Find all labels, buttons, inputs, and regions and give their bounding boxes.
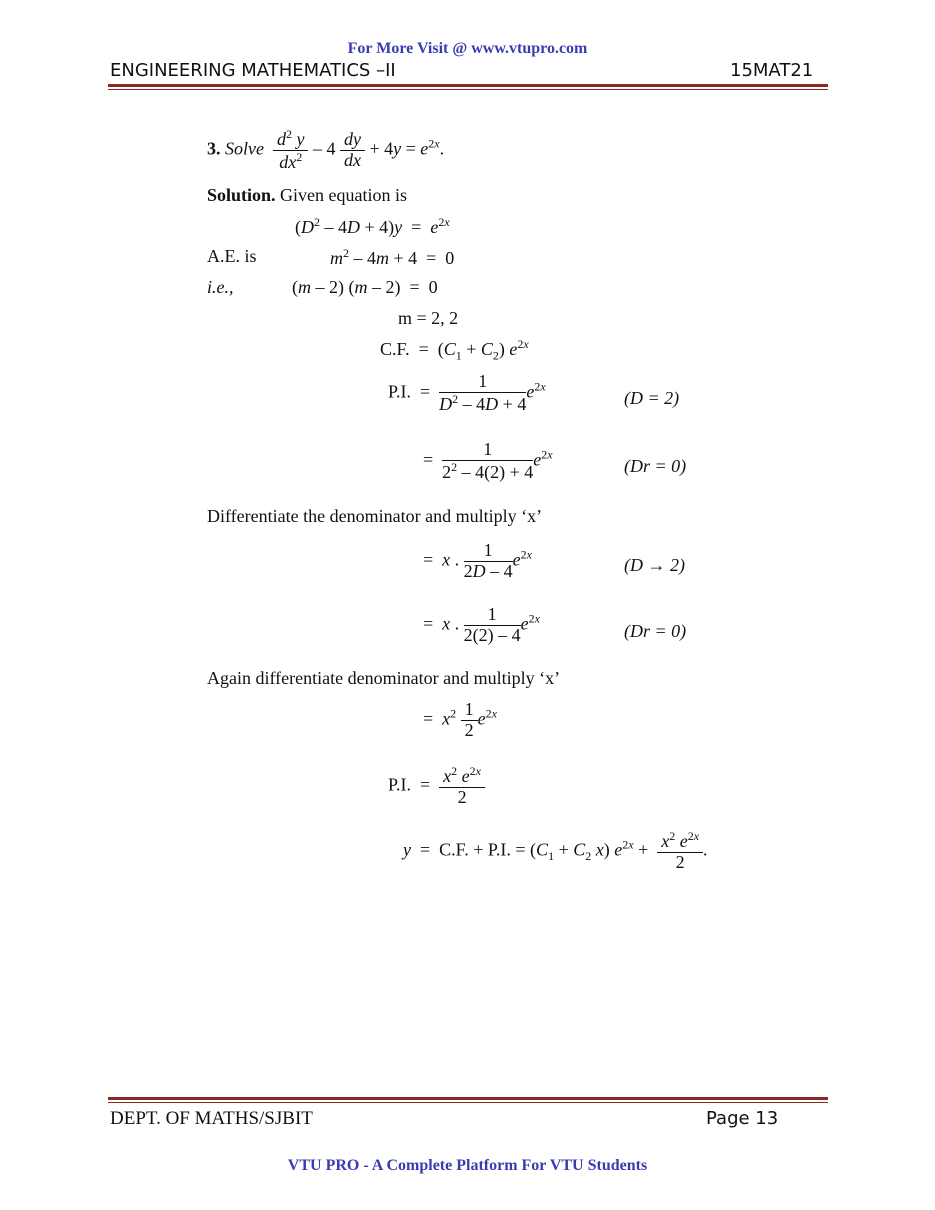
pi-step-5: = $x^2$ $\frac{1}{2}$ $e^{2x}$ (423, 699, 497, 740)
auxiliary-equation: $m^2 - 4m + 4 = 0$ (330, 246, 455, 268)
footer-page-number: Page 13 (706, 1108, 779, 1129)
factored-equation: (m – 2) (m – 2) = 0 (292, 277, 438, 297)
pi-step-4: = x . $\frac{1}{2(2) - 4}$ $e^{2x}$ (423, 604, 540, 645)
differentiate-note-2: Again differentiate denominator and multiply ‘x’ (207, 668, 561, 688)
header-rule (108, 84, 828, 87)
complementary-function: C.F. = $(C_1 + C_2)$ $e^{2x}$ (380, 337, 529, 363)
pi-step-3: = x . $\frac{1}{2D - 4}$ $e^{2x}$ (423, 540, 532, 581)
bottom-platform-link[interactable]: VTU PRO - A Complete Platform For VTU Students (287, 1157, 648, 1174)
pi-step-1: P.I. = $\frac{1}{D^2 - 4D + 4}$ $e^{2x}$ (388, 371, 546, 414)
pi-step-2: = $\frac{1}{2^2 - 4(2) + 4}$ $e^{2x}$ (423, 439, 553, 482)
header-subject: ENGINEERING MATHEMATICS –II (110, 60, 396, 81)
condition-d-to-2: (D → 2) (624, 555, 685, 575)
problem-statement: 3. Solve $\frac{d^2 y}{dx^2}$ – 4 $\frac{dy}{dx}$ + $4y = e^{2x}$. (207, 127, 445, 172)
top-website-link[interactable]: For More Visit @ www.vtupro.com (347, 40, 588, 57)
solution-intro: Solution. Given equation is (207, 185, 408, 205)
general-solution: y = C.F. + P.I. = ($C_1 + C_2$ x) $e^{2x}$ + $\frac{x^2 e^{2x}}{2}$ . (403, 829, 708, 872)
condition-dr-zero-2: (Dr = 0) (624, 621, 687, 641)
condition-dr-zero-1: (Dr = 0) (624, 456, 687, 476)
footer-rule (108, 1097, 828, 1100)
given-equation: $(D^2 - 4D + 4)y = e^{2x}$ (295, 215, 450, 237)
differentiate-note-1: Differentiate the denominator and multiply ‘x’ (207, 506, 543, 526)
ie-label: i.e., (207, 277, 234, 297)
footer-rule-thin (108, 1102, 828, 1103)
roots: m = 2, 2 (398, 308, 459, 328)
header-code: 15MAT21 (730, 60, 814, 81)
ae-label: A.E. is (207, 246, 257, 266)
pi-final: P.I. = $\frac{x^2 e^{2x}}{2}$ (388, 765, 485, 808)
condition-d-equals-2: (D = 2) (624, 388, 680, 408)
header-rule-thin (108, 89, 828, 90)
footer-department: DEPT. OF MATHS/SJBIT (110, 1108, 313, 1129)
